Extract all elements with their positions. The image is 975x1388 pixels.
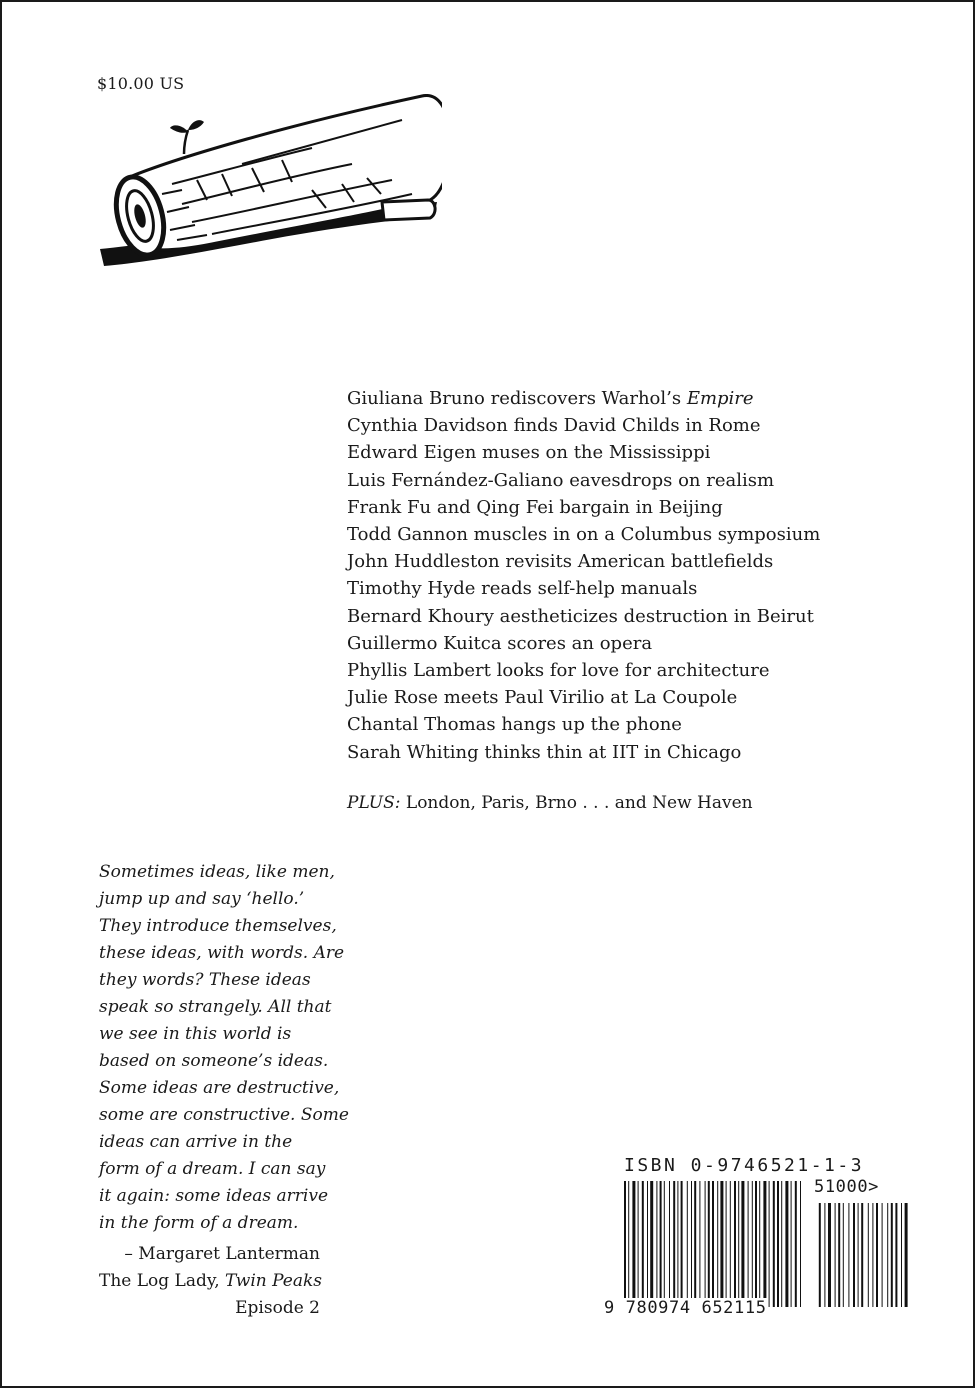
barcode-bar [656, 1181, 657, 1307]
contents-item: John Huddleston revisits American battlefields [347, 551, 774, 573]
addon-bar [861, 1203, 863, 1307]
contents-item: Giuliana Bruno rediscovers Warhol’s Empire [347, 388, 754, 409]
contents-item: Timothy Hyde reads self-help manuals [347, 578, 698, 600]
addon-bar [835, 1203, 836, 1307]
quote-line: ideas can arrive in the [99, 1132, 293, 1152]
barcode-bar [694, 1181, 696, 1307]
addon-bar [882, 1203, 883, 1307]
quote-attribution [99, 1241, 323, 1322]
quote-line: it again: some ideas arrive [99, 1186, 329, 1206]
barcode-bar [769, 1181, 770, 1307]
barcode-bar [791, 1181, 792, 1307]
contents-item: Sarah Whiting thinks thin at IIT in Chicago [347, 741, 742, 763]
contents-item: Guillermo Kuitca scores an opera [347, 632, 653, 654]
addon-bar [872, 1203, 873, 1307]
barcode-bar [795, 1181, 797, 1307]
barcode-bar [734, 1181, 736, 1307]
quote-line: form of a dream. I can say [99, 1159, 326, 1179]
contents-item: Chantal Thomas hangs up the phone [347, 714, 682, 736]
quote-line: they words? These ideas [99, 970, 311, 990]
barcode-bar [781, 1181, 782, 1307]
barcode-bar [647, 1181, 648, 1307]
contents-item: Cynthia Davidson finds David Childs in Rome [347, 415, 761, 437]
addon-bar [868, 1203, 869, 1307]
barcode-bar [624, 1181, 626, 1307]
plus-label: PLUS: [347, 793, 401, 813]
addon-bar [887, 1203, 888, 1307]
addon-bar [905, 1203, 908, 1307]
quote-line: Sometimes ideas, like men, [99, 862, 335, 882]
barcode-bar [763, 1181, 766, 1307]
barcode-bar [687, 1181, 688, 1307]
addon-bar [828, 1203, 831, 1307]
contents-item: Todd Gannon muscles in on a Columbus symposium [347, 524, 821, 546]
epigraph-quote [99, 859, 349, 1237]
barcode-bar [800, 1181, 801, 1307]
ean-digits: 9 780974 652115 [604, 1298, 767, 1318]
barcode-bar [759, 1181, 760, 1307]
quote-line: these ideas, with words. Are [99, 943, 345, 963]
barcode-bar [738, 1181, 739, 1307]
addon-bar [848, 1203, 849, 1307]
quote-line: we see in this world is [99, 1024, 292, 1044]
barcode-bar [650, 1181, 653, 1307]
addon-bar [824, 1203, 825, 1307]
quote-show: Twin Peaks [225, 1271, 323, 1291]
addon-digits: 51000> [814, 1177, 880, 1197]
addon-bar [843, 1203, 844, 1307]
barcode [620, 1179, 910, 1309]
barcode-bar [773, 1181, 775, 1307]
quote-line: in the form of a dream. [99, 1213, 299, 1233]
isbn-label: ISBN 0-9746521-1-3 [624, 1155, 865, 1176]
addon-bar [891, 1203, 893, 1307]
quote-author: – Margaret Lanterman [124, 1244, 320, 1264]
addon-bar [901, 1203, 902, 1307]
barcode-bar [705, 1181, 706, 1307]
barcode-bar [677, 1181, 678, 1307]
quote-line: speak so strangely. All that [99, 997, 332, 1017]
barcode-bar [741, 1181, 744, 1307]
addon-bar [876, 1203, 878, 1307]
barcode-bar [785, 1181, 788, 1307]
contents-item: Luis Fernández-Galiano eavesdrops on realism [347, 469, 775, 491]
barcode-bar [660, 1181, 662, 1307]
quote-line: They introduce themselves, [99, 916, 337, 936]
addon-bar [895, 1203, 897, 1307]
barcode-bar [669, 1181, 670, 1307]
quote-line: based on someone’s ideas. [99, 1051, 329, 1071]
quote-role: The Log Lady, Twin Peaks [99, 1271, 323, 1291]
barcode-bar [748, 1181, 749, 1307]
barcode-bar [699, 1181, 700, 1307]
addon-bar [819, 1203, 821, 1307]
contents-list [347, 385, 820, 766]
contents-item: Edward Eigen muses on the Mississippi [347, 442, 711, 464]
quote-episode: Episode 2 [235, 1298, 320, 1318]
addon-bar [838, 1203, 840, 1307]
barcode-bar [664, 1181, 665, 1307]
barcode-bar [720, 1181, 723, 1307]
barcode-bar [681, 1181, 683, 1307]
barcode-bar [691, 1181, 692, 1307]
barcode-bar [673, 1181, 675, 1307]
barcode-bar [638, 1181, 639, 1307]
barcode-bar [726, 1181, 727, 1307]
barcode-bar [642, 1181, 644, 1307]
barcode-bar [632, 1181, 635, 1307]
barcode-bar [752, 1181, 753, 1307]
price-label: $10.00 US [97, 74, 185, 93]
contents-item: Bernard Khoury aestheticizes destruction in Beirut [347, 605, 814, 627]
quote-line: some are constructive. Some [99, 1105, 349, 1125]
quote-line: jump up and say ‘hello.’ [99, 889, 305, 909]
plus-line [347, 793, 753, 813]
barcode-bar [712, 1181, 714, 1307]
barcode-bar [755, 1181, 757, 1307]
barcode-bar [777, 1181, 779, 1307]
contents-item: Frank Fu and Qing Fei bargain in Beijing [347, 496, 723, 518]
plus-text: London, Paris, Brno . . . and New Haven [400, 793, 753, 813]
addon-bar [858, 1203, 859, 1307]
quote-line: Some ideas are destructive, [99, 1078, 340, 1098]
barcode-bar [730, 1181, 731, 1307]
log-illustration [92, 94, 442, 274]
contents-item: Julie Rose meets Paul Virilio at La Coupole [347, 687, 738, 709]
barcode-bar [708, 1181, 710, 1307]
contents-item: Phyllis Lambert looks for love for architecture [347, 660, 770, 682]
barcode-bar [717, 1181, 718, 1307]
addon-bar [853, 1203, 855, 1307]
barcode-bar [628, 1181, 629, 1307]
